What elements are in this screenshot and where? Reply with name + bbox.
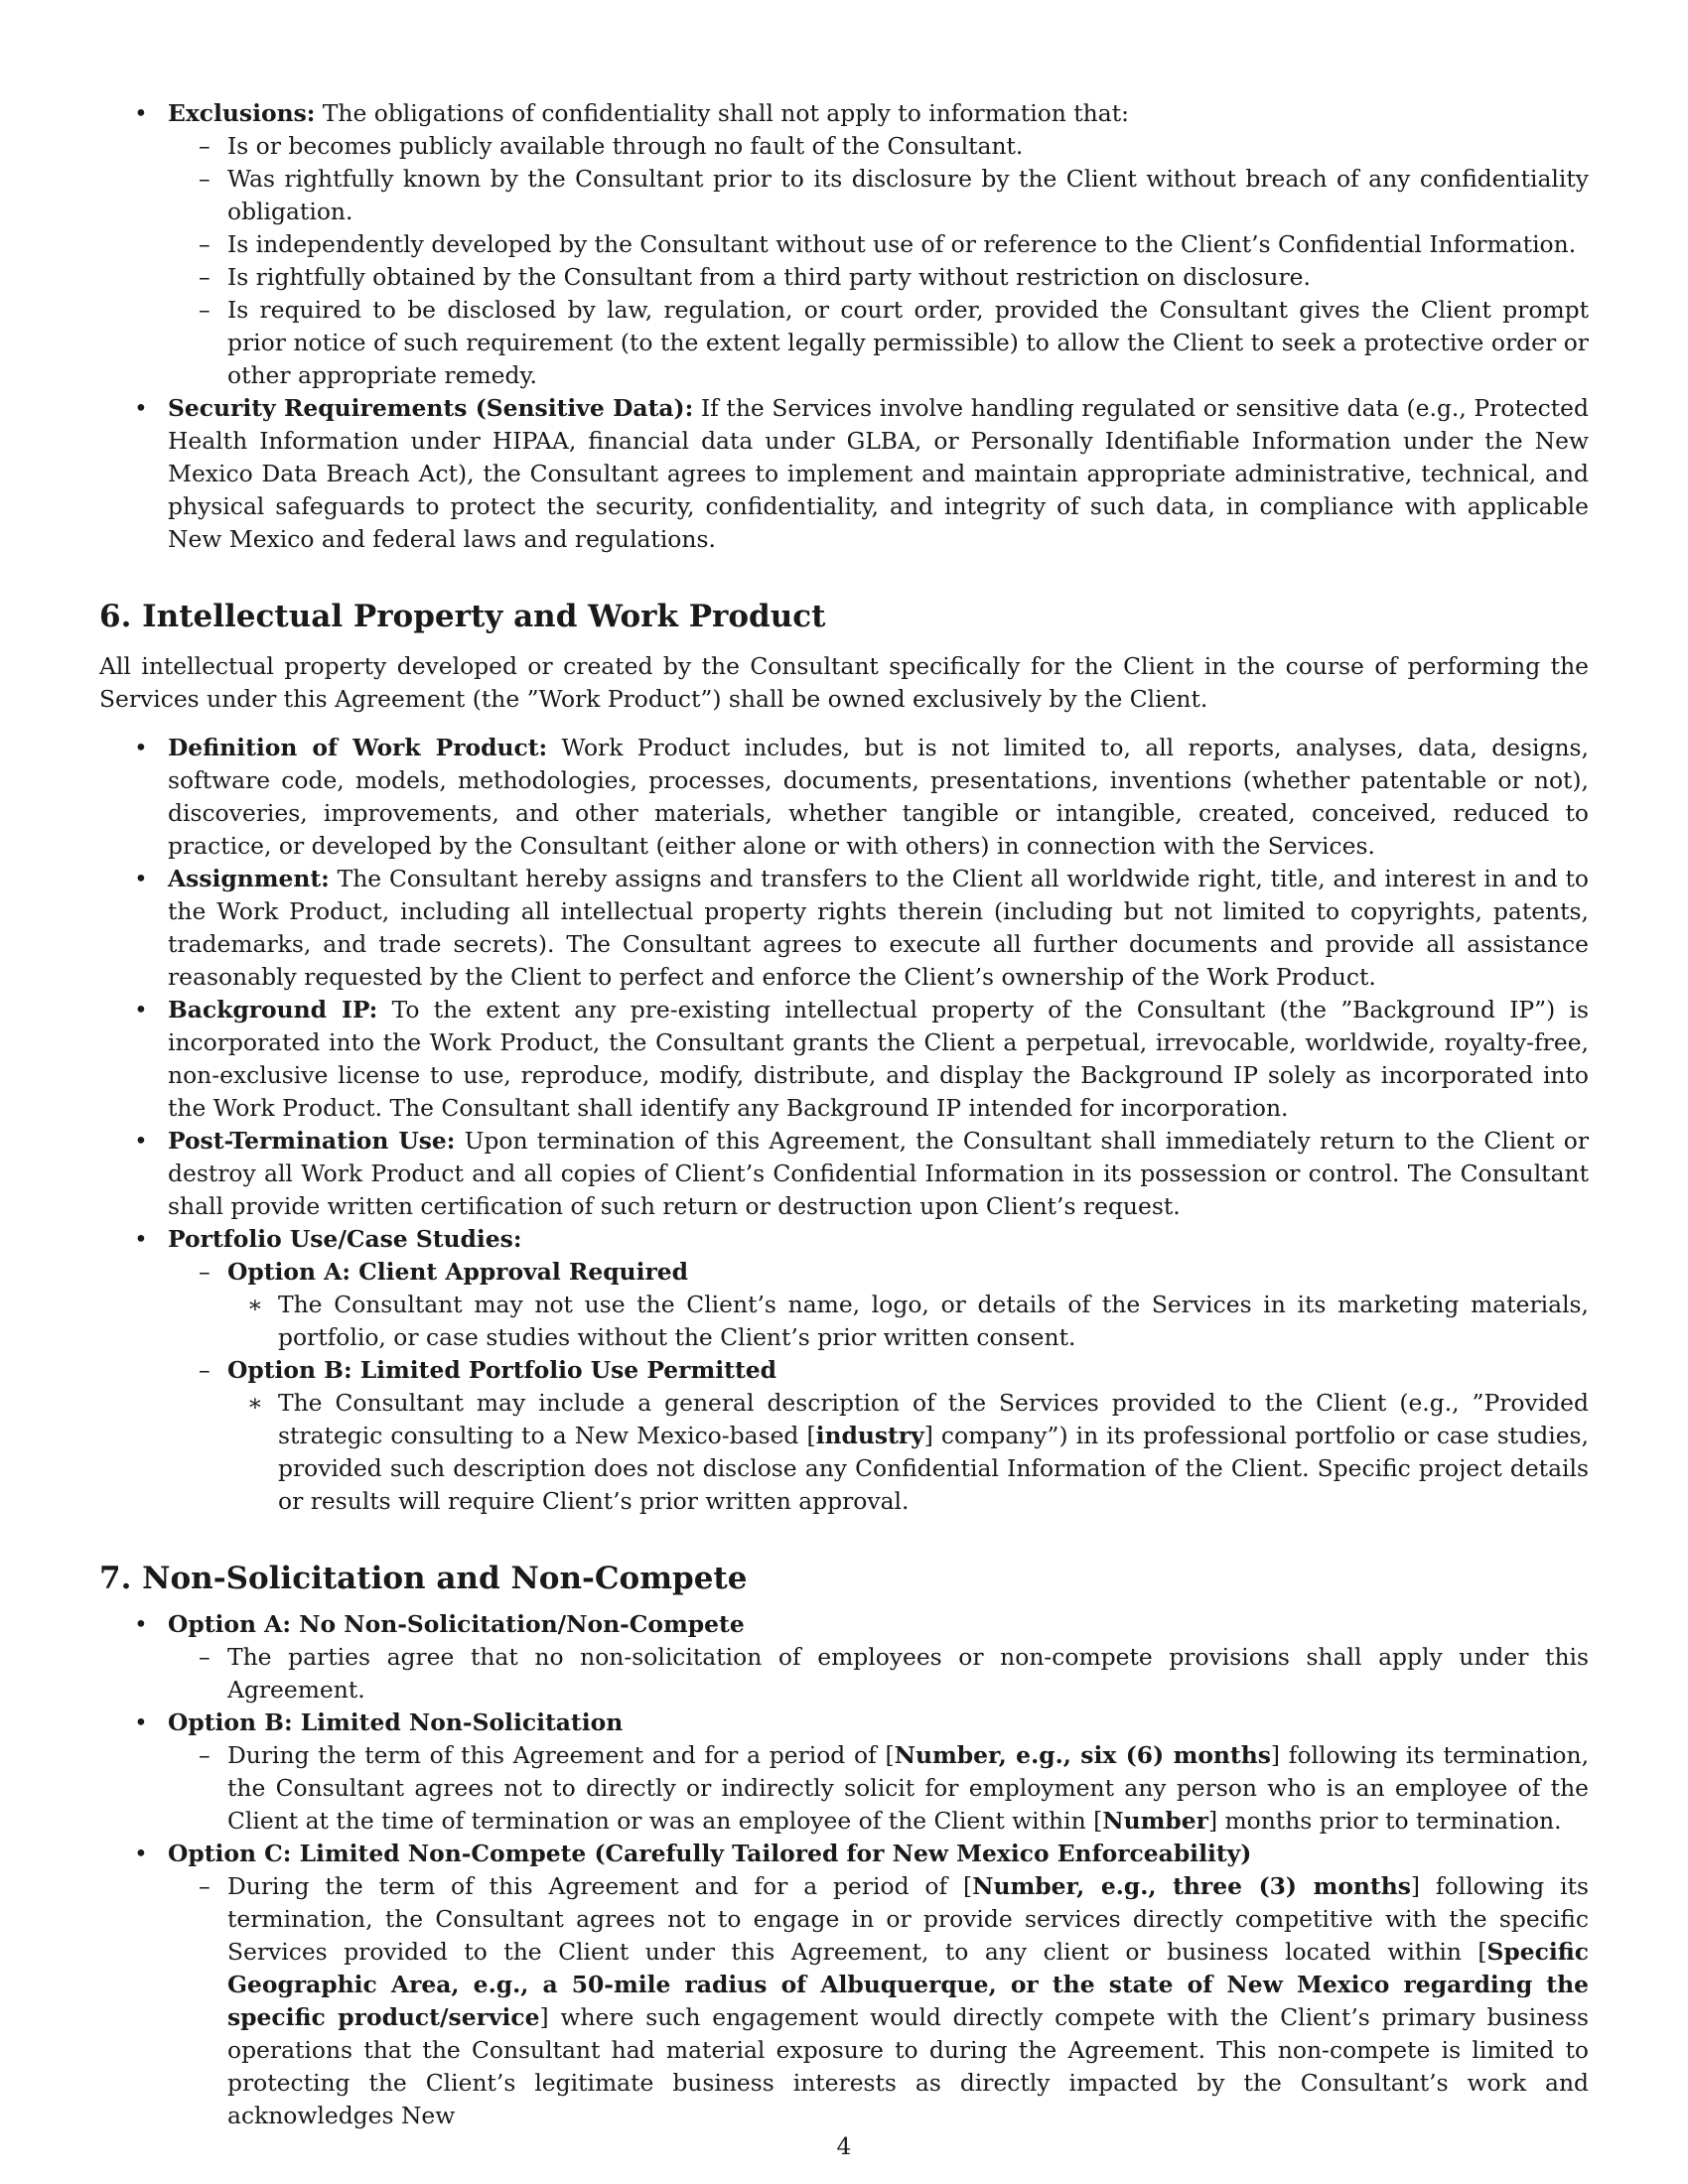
- option-c-sublist: [168, 1870, 1589, 2132]
- option-c-label: Option C: Limited Non-Compete (Carefully Tailored for New Mexico Enforceability): [168, 1840, 1252, 1867]
- exclusion-item: – Is rightfully obtained by the Consultant from a third party without restriction on disclosure.: [168, 261, 1589, 294]
- portfolio-option-a-sublist: [227, 1289, 1589, 1354]
- page-number: 4: [836, 2132, 852, 2160]
- exclusion-item: – Is or becomes publicly available through no fault of the Consultant.: [168, 130, 1589, 163]
- exclusion-item: – Is required to be disclosed by law, regulation, or court order, provided the Consultant gives the Client prompt prior notice of such requirement (to the extent legally permissible) to allow the Client to seek a protective order or other appropriate remedy.: [168, 294, 1589, 392]
- option-b-period-placeholder: Number, e.g., six (6) months: [894, 1741, 1271, 1769]
- portfolio-use-item: [99, 1223, 1589, 1518]
- confidentiality-list: [99, 97, 1589, 556]
- background-ip-text: To the extent any pre-existing intellectual property of the Consultant (the ”Background IP”) is incorporated into the Work Product, the Consultant grants the Client a perpetual, irrevocable, worldwide, royalty-free, non-exclusive license to use, reproduce, modify, distribute, and display the Background IP solely as incorporated into the Work Product. The Consultant shall identify any Background IP intended for incorporation.: [168, 996, 1589, 1122]
- option-a-item: [99, 1608, 1589, 1706]
- exclusions-label: Exclusions:: [168, 99, 316, 127]
- option-b-text: [168, 1739, 1589, 1838]
- option-c-item: [99, 1838, 1589, 2132]
- portfolio-option-a-text: ∗ The Consultant may not use the Client’s name, logo, or details of the Services in its marketing materials, portfolio, or case studies without the Client’s prior written consent.: [227, 1289, 1589, 1354]
- portfolio-option-b-text-1: The Consultant may include a general description of the Services provided to the Client (e.g., ”Provided strategic consulting to a New Mexico-based [: [278, 1389, 1589, 1449]
- option-c-period-placeholder: Number, e.g., three (3) months: [972, 1872, 1411, 1900]
- portfolio-option-a: [168, 1256, 1589, 1354]
- definition-label: Definition of Work Product:: [168, 734, 548, 761]
- section-7-list: [99, 1608, 1589, 2132]
- post-termination-item: [99, 1125, 1589, 1223]
- page-content: [99, 97, 1589, 2132]
- option-c-text-3: ] where such engagement would directly compete with the Client’s primary business operations that the Consultant had material exposure to during the Agreement. This non-compete is limited to protecting the Client’s legitimate business interests as directly impacted by the Consultant’s work and acknowledges New: [227, 2003, 1589, 2129]
- option-b-item: [99, 1706, 1589, 1838]
- exclusion-item: – Was rightfully known by the Consultant prior to its disclosure by the Client without breach of any confidentiality obligation.: [168, 163, 1589, 228]
- option-c-geographic-placeholder: Specific Geographic Area, e.g., a 50-mile radius of Albuquerque, or the state of New Mexico regarding the specific product/service: [227, 1938, 1589, 2031]
- portfolio-option-b-text: [227, 1387, 1589, 1518]
- option-b-text-3: ] months prior to termination.: [1207, 1807, 1562, 1835]
- exclusions-text: The obligations of confidentiality shall not apply to information that:: [315, 99, 1129, 127]
- option-a-sublist: [168, 1641, 1589, 1706]
- post-termination-label: Post-Termination Use:: [168, 1127, 456, 1155]
- exclusion-item: – Is independently developed by the Consultant without use of or reference to the Client’s Confidential Information.: [168, 228, 1589, 261]
- security-requirements-item: [99, 392, 1589, 556]
- option-b-text-2: ] following its termination, the Consultant agrees not to directly or indirectly solicit for employment any person who is an employee of the Client at the time of termination or was an employee of the Client within [: [227, 1741, 1590, 1835]
- option-b-number-placeholder: Number: [1102, 1807, 1208, 1835]
- section-6-list: [99, 732, 1589, 1518]
- portfolio-option-b-text-2: ] company”) in its professional portfolio or case studies, provided such description does not disclose any Confidential Information of the Client. Specific project details or results will require Client’s prior written approval.: [278, 1422, 1589, 1515]
- work-product-definition-item: [99, 732, 1589, 863]
- assignment-label: Assignment:: [168, 865, 330, 892]
- portfolio-option-b-label: Option B: Limited Portfolio Use Permitted: [227, 1356, 776, 1384]
- assignment-item: [99, 863, 1589, 994]
- portfolio-option-a-label: Option A: Client Approval Required: [227, 1258, 689, 1286]
- option-c-text-2: ] following its termination, the Consultant agrees not to engage in or provide services directly competitive with the specific Services provided to the Client under this Agreement, to any client or business located within [: [227, 1872, 1589, 1966]
- exclusions-item: [99, 97, 1589, 392]
- section-6-heading: 6. Intellectual Property and Work Product: [99, 599, 826, 634]
- definition-text: Work Product includes, but is not limited to, all reports, analyses, data, designs, software code, models, methodologies, processes, documents, presentations, inventions (whether patentable or not), discoveries, improvements, and other materials, whether tangible or intangible, created, conceived, reduced to practice, or developed by the Consultant (either alone or with others) in connection with the Services.: [168, 734, 1589, 860]
- assignment-text: The Consultant hereby assigns and transfers to the Client all worldwide right, title, and interest in and to the Work Product, including all intellectual property rights therein (including but not limited to copyrights, patents, trademarks, and trade secrets). The Consultant agrees to execute all further documents and provide all assistance reasonably requested by the Client to perfect and enforce the Client’s ownership of the Work Product.: [168, 865, 1589, 991]
- option-b-label: Option B: Limited Non-Solicitation: [168, 1708, 624, 1736]
- option-c-text-1: During the term of this Agreement and for a period of [: [227, 1872, 973, 1900]
- portfolio-option-b: [168, 1354, 1589, 1518]
- option-b-text-1: During the term of this Agreement and for a period of [: [227, 1741, 895, 1769]
- exclusions-sublist: [168, 130, 1589, 392]
- portfolio-option-b-sublist: [227, 1387, 1589, 1518]
- option-a-text: – The parties agree that no non-solicitation of employees or non-compete provisions shall apply under this Agreement.: [168, 1641, 1589, 1706]
- option-c-text: [168, 1870, 1589, 2132]
- portfolio-label: Portfolio Use/Case Studies:: [168, 1225, 522, 1253]
- option-a-label: Option A: No Non-Solicitation/Non-Compete: [168, 1610, 745, 1638]
- background-ip-label: Background IP:: [168, 996, 378, 1024]
- section-7-heading: 7. Non-Solicitation and Non-Compete: [99, 1561, 748, 1596]
- background-ip-item: [99, 994, 1589, 1125]
- security-label: Security Requirements (Sensitive Data):: [168, 394, 694, 422]
- industry-placeholder: industry: [815, 1422, 924, 1449]
- portfolio-options: [168, 1256, 1589, 1518]
- section-6-intro: All intellectual property developed or created by the Consultant specifically for the Client in the course of performing the Services under this Agreement (the ”Work Product”) shall be owned exclusively by the Client.: [99, 652, 1589, 713]
- option-b-sublist: [168, 1739, 1589, 1838]
- security-text: If the Services involve handling regulated or sensitive data (e.g., Protected Health Information under HIPAA, financial data under GLBA, or Personally Identifiable Information under the New Mexico Data Breach Act), the Consultant agrees to implement and maintain appropriate administrative, technical, and physical safeguards to protect the security, confidentiality, and integrity of such data, in compliance with applicable New Mexico and federal laws and regulations.: [168, 394, 1589, 553]
- post-termination-text: Upon termination of this Agreement, the Consultant shall immediately return to the Client or destroy all Work Product and all copies of Client’s Confidential Information in its possession or control. The Consultant shall provide written certification of such return or destruction upon Client’s request.: [168, 1127, 1590, 1220]
